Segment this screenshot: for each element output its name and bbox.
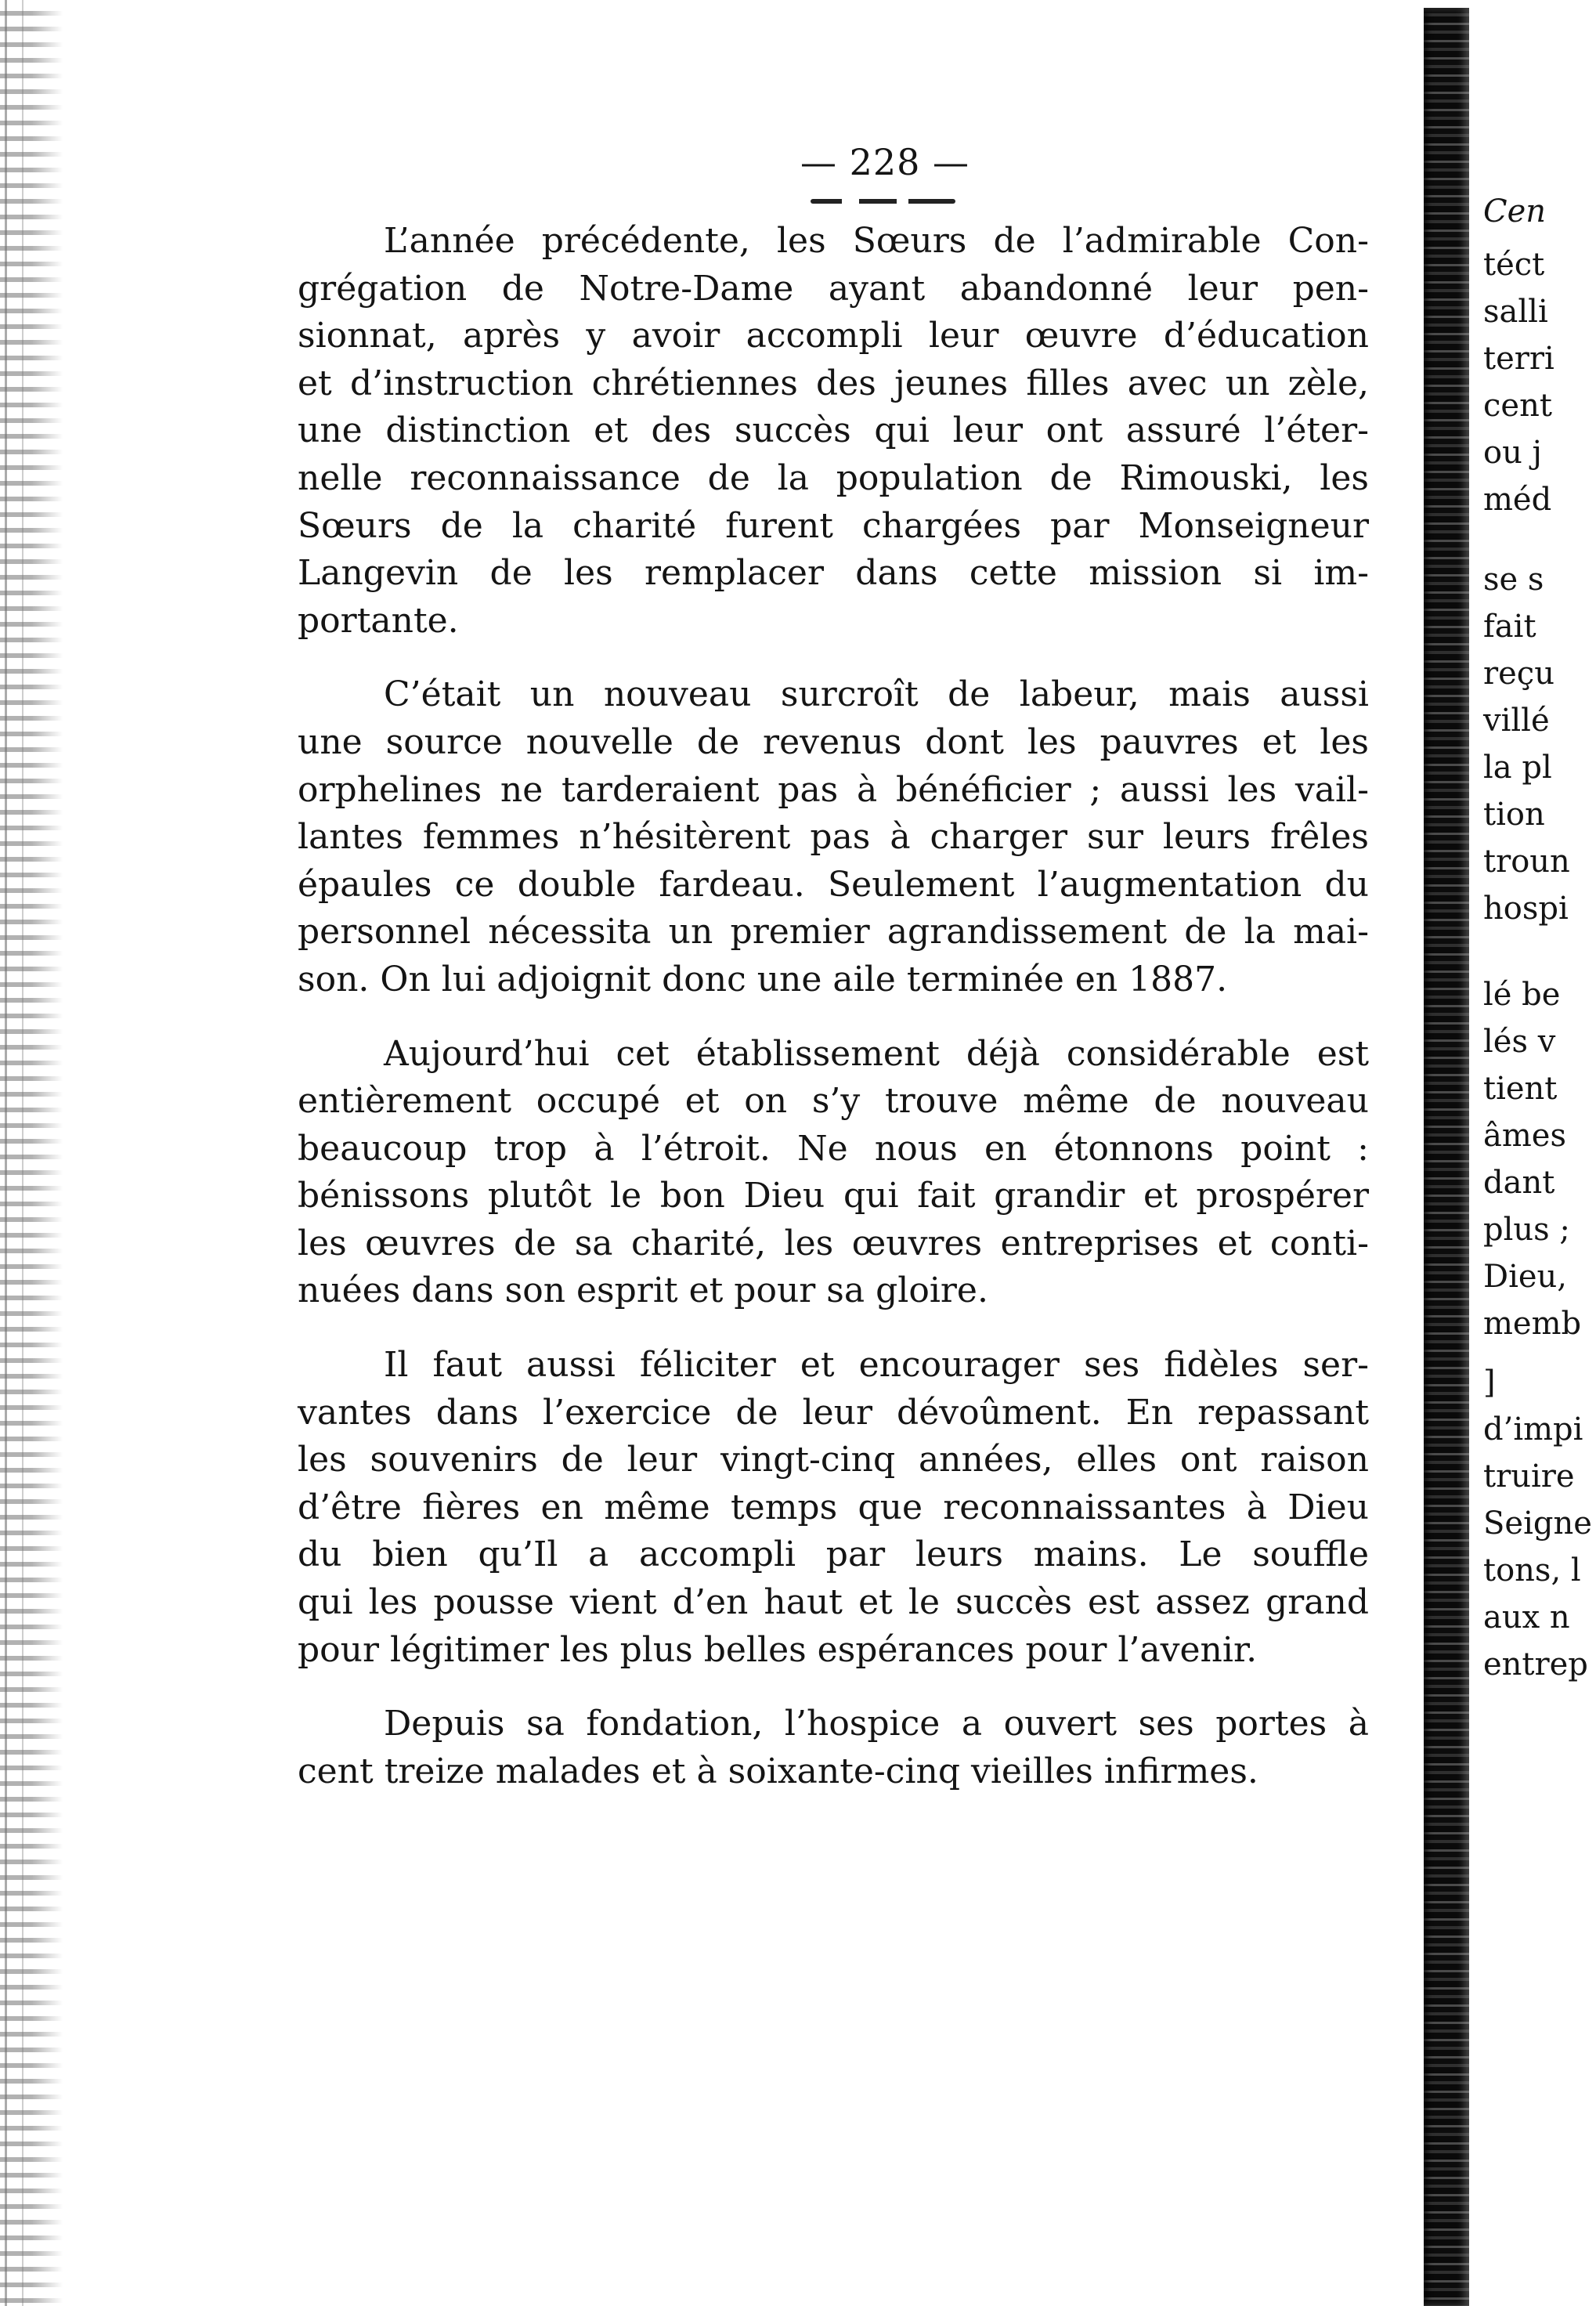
facing-page-text: villé bbox=[1483, 703, 1550, 739]
facing-page-text: tons, l bbox=[1483, 1552, 1581, 1589]
text-line: épaules ce double fardeau. Seulement l’augmentation du bbox=[298, 864, 1369, 905]
paragraph bbox=[298, 218, 1369, 645]
text-line: vantes dans l’exercice de leur dévoûment. En repassant bbox=[298, 1392, 1369, 1433]
facing-page-text: lés v bbox=[1483, 1024, 1556, 1060]
text-line: lantes femmes n’hésitèrent pas à charger sur leurs frêles bbox=[298, 817, 1369, 858]
page-number-rule bbox=[811, 199, 955, 204]
facing-page-text: salli bbox=[1483, 294, 1548, 330]
facing-page-text: tient bbox=[1483, 1071, 1558, 1107]
text-line: Il faut aussi féliciter et encourager ses fidèles ser- bbox=[384, 1345, 1369, 1386]
text-line: les œuvres de sa charité, les œuvres entreprises et conti- bbox=[298, 1223, 1369, 1263]
facing-page-text: méd bbox=[1483, 482, 1552, 518]
text-line: entièrement occupé et on s’y trouve même de nouveau bbox=[298, 1081, 1369, 1122]
facing-page-text: tion bbox=[1483, 797, 1545, 833]
text-line: et d’instruction chrétiennes des jeunes filles avec un zèle, bbox=[298, 363, 1369, 403]
text-line: Sœurs de la charité furent chargées par Monseigneur bbox=[298, 505, 1369, 546]
paragraph bbox=[298, 1701, 1369, 1795]
text-line: nuées dans son esprit et pour sa gloire. bbox=[298, 1270, 988, 1311]
body-text bbox=[298, 218, 1369, 1795]
paragraph bbox=[298, 1031, 1369, 1316]
text-line: nelle reconnaissance de la population de Rimouski, les bbox=[298, 457, 1369, 498]
facing-page-text: lé be bbox=[1483, 977, 1561, 1013]
facing-page-text: se s bbox=[1483, 562, 1544, 598]
text-line: beaucoup trop à l’étroit. Ne nous en étonnons point : bbox=[298, 1128, 1369, 1169]
text-line: d’être fières en même temps que reconnaissantes à Dieu bbox=[298, 1487, 1369, 1527]
facing-page-text: la pl bbox=[1483, 750, 1552, 786]
paragraph bbox=[298, 671, 1369, 1003]
text-line: orphelines ne tarderaient pas à bénéficier ; aussi les vail- bbox=[298, 769, 1369, 810]
text-line: son. On lui adjoignit donc une aile terminée en 1887. bbox=[298, 959, 1228, 999]
facing-page-text: memb bbox=[1483, 1306, 1582, 1342]
facing-page-text: aux n bbox=[1483, 1599, 1570, 1636]
facing-page-text: téct bbox=[1483, 247, 1545, 283]
binding-gutter bbox=[1424, 8, 1469, 2306]
text-line: grégation de Notre-Dame ayant abandonné leur pen- bbox=[298, 268, 1369, 309]
facing-page-text: âmes bbox=[1483, 1118, 1566, 1154]
text-line: L’année précédente, les Sœurs de l’admirable Con- bbox=[384, 221, 1369, 261]
facing-page-text: truire bbox=[1483, 1458, 1575, 1495]
text-line: Aujourd’hui cet établissement déjà considérable est bbox=[384, 1033, 1369, 1074]
text-line: Depuis sa fondation, l’hospice a ouvert ses portes à bbox=[384, 1704, 1369, 1744]
paragraph bbox=[298, 1342, 1369, 1674]
facing-page-text: reçu bbox=[1483, 656, 1554, 692]
text-line: personnel nécessita un premier agrandissement de la mai- bbox=[298, 912, 1369, 952]
text-line: sionnat, après y avoir accompli leur œuvre d’éducation bbox=[298, 316, 1369, 356]
text-line: pour légitimer les plus belles espérances pour l’avenir. bbox=[298, 1629, 1258, 1670]
text-line: bénissons plutôt le bon Dieu qui fait grandir et prospérer bbox=[298, 1176, 1369, 1216]
facing-page-text: cent bbox=[1483, 388, 1552, 424]
text-line: portante. bbox=[298, 600, 459, 641]
facing-page-text: dant bbox=[1483, 1165, 1555, 1201]
text-line: du bien qu’Il a accompli par leurs mains. Le souffle bbox=[298, 1534, 1369, 1575]
text-line: cent treize malades et à soixante-cinq vieilles infirmes. bbox=[298, 1751, 1258, 1791]
text-line: une source nouvelle de revenus dont les pauvres et les bbox=[298, 721, 1369, 762]
facing-page-fragment bbox=[1477, 0, 1596, 2306]
facing-page-text: plus ; bbox=[1483, 1212, 1570, 1248]
text-line: les souvenirs de leur vingt-cinq années, elles ont raison bbox=[298, 1440, 1369, 1480]
facing-page-text: terri bbox=[1483, 341, 1554, 377]
facing-page-text: hospi bbox=[1483, 891, 1569, 927]
facing-page-text: troun bbox=[1483, 844, 1570, 880]
left-margin-scan-noise bbox=[0, 0, 63, 2306]
facing-page-text: entrep bbox=[1483, 1646, 1588, 1683]
facing-page-text: d’impi bbox=[1483, 1411, 1583, 1448]
facing-page-text: Dieu, bbox=[1483, 1259, 1568, 1295]
facing-page-text: ] bbox=[1483, 1364, 1496, 1401]
facing-page-text: Cen bbox=[1483, 193, 1547, 230]
text-line: C’était un nouveau surcroît de labeur, mais aussi bbox=[384, 674, 1369, 715]
page-number: — 228 — bbox=[800, 141, 970, 183]
text-line: qui les pousse vient d’en haut et le succès est assez grand bbox=[298, 1582, 1369, 1623]
text-line: une distinction et des succès qui leur ont assuré l’éter- bbox=[298, 410, 1369, 451]
text-line: Langevin de les remplacer dans cette mission si im- bbox=[298, 553, 1369, 594]
facing-page-text: Seigne bbox=[1483, 1505, 1592, 1542]
facing-page-text: fait bbox=[1483, 609, 1536, 645]
facing-page-text: ou j bbox=[1483, 435, 1542, 471]
